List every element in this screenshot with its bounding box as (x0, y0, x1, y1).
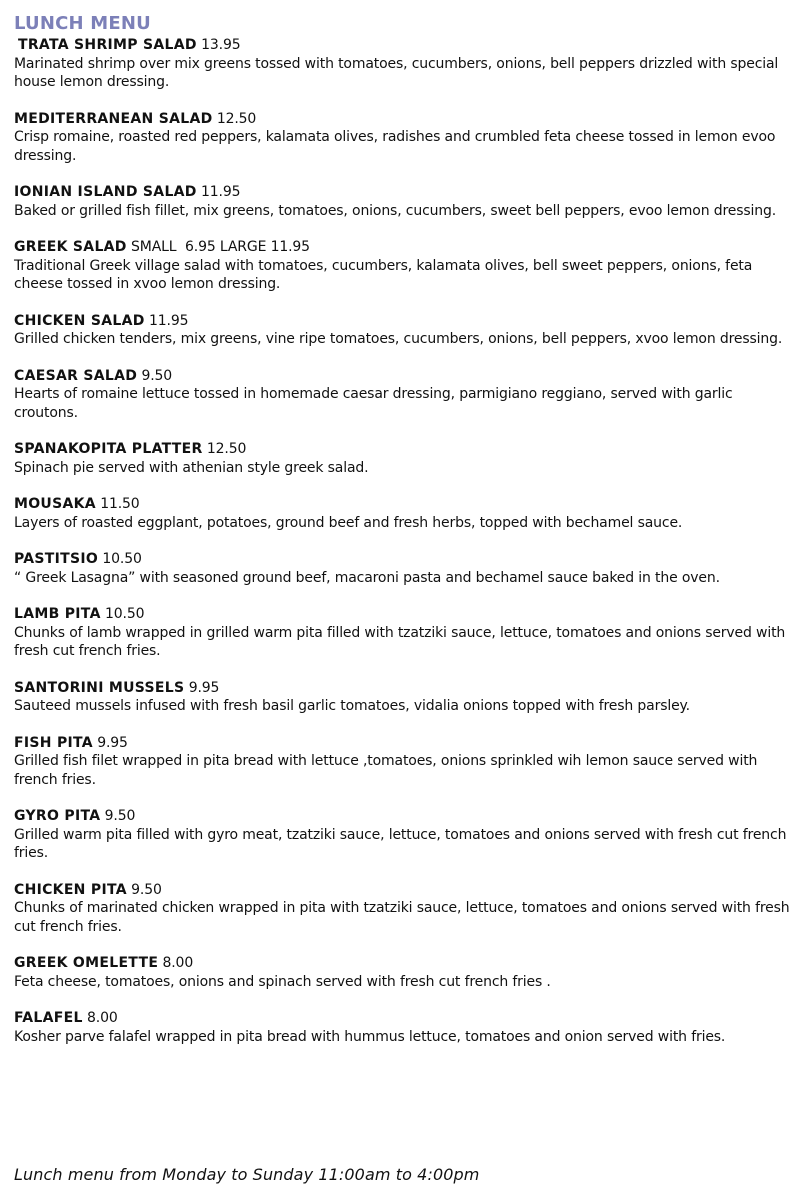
item-name: FISH PITA (14, 734, 93, 751)
item-name: GREEK OMELETTE (14, 955, 159, 971)
item-price: 10.50 (105, 606, 145, 622)
item-name: FALAFEL (14, 1010, 83, 1026)
item-price: SMALL 6.95 LARGE 11.95 (131, 239, 310, 255)
item-name: CAESAR SALAD (14, 367, 138, 384)
item-price: 8.00 (162, 955, 194, 971)
item-name: GREEK SALAD (14, 239, 127, 255)
item-name: PASTITSIO (14, 551, 99, 567)
menu-item-spanakopita-platter (14, 440, 790, 477)
lunch-menu (14, 12, 790, 1064)
item-description: Feta cheese, tomatoes, onions and spinach served with fresh cut french fries . (14, 973, 551, 990)
item-price: 13.95 (201, 37, 241, 53)
menu-list (14, 36, 790, 1046)
menu-item-greek-salad (14, 238, 790, 294)
item-description: Chunks of lamb wrapped in grilled warm pita filled with tzatziki sauce, lettuce, tomatoes and onions served with fresh cut french fries. (14, 624, 786, 659)
menu-item-mediterranean-salad (14, 110, 790, 166)
item-price: 11.50 (100, 496, 140, 512)
menu-item-pastitsio (14, 550, 790, 587)
item-description: Grilled warm pita filled with gyro meat, tzatziki sauce, lettuce, tomatoes and onions served with fresh cut french fries. (14, 826, 787, 861)
menu-item-fish-pita (14, 734, 790, 790)
item-price: 8.00 (87, 1010, 118, 1026)
item-name: SPANAKOPITA PLATTER (14, 441, 203, 457)
item-price: 12.50 (216, 110, 257, 127)
menu-item-ionian-island-salad (14, 183, 790, 220)
item-description: Marinated shrimp over mix greens tossed with tomatoes, cucumbers, onions, bell peppers drizzled with special house lemon dressing. (14, 55, 779, 90)
item-price: 12.50 (206, 441, 247, 457)
item-price: 11.95 (149, 312, 189, 329)
menu-hours-note: Lunch menu from Monday to Sunday 11:00am to 4:00pm (14, 1165, 480, 1184)
item-price: 9.50 (141, 367, 173, 384)
item-name: IONIAN ISLAND SALAD (14, 184, 197, 200)
menu-item-chicken-pita (14, 881, 790, 937)
item-name: LAMB PITA (14, 606, 101, 622)
menu-item-trata-shrimp-salad (14, 36, 790, 92)
menu-item-mousaka (14, 495, 790, 532)
item-name: CHICKEN SALAD (14, 312, 145, 329)
item-price: 11.95 (201, 184, 241, 200)
item-description: Kosher parve falafel wrapped in pita bread with hummus lettuce, tomatoes and onion served with fries. (14, 1028, 726, 1045)
item-name: GYRO PITA (14, 808, 101, 824)
item-price: 9.95 (97, 734, 128, 751)
item-price: 10.50 (102, 551, 142, 567)
item-price: 9.50 (104, 808, 136, 824)
item-name: TRATA SHRIMP SALAD (18, 37, 197, 53)
item-description: Chunks of marinated chicken wrapped in pita with tzatziki sauce, lettuce, tomatoes and onions served with fresh cut french fries. (14, 900, 790, 935)
menu-item-caesar-salad (14, 367, 790, 423)
menu-item-greek-omelette (14, 954, 790, 991)
menu-item-chicken-salad (14, 312, 790, 349)
menu-item-santorini-mussels (14, 679, 790, 716)
item-name: SANTORINI MUSSELS (14, 679, 185, 696)
item-description: Grilled chicken tenders, mix greens, vine ripe tomatoes, cucumbers, onions, bell peppers, xvoo lemon dressing. (14, 331, 783, 347)
item-description: Baked or grilled fish fillet, mix greens, tomatoes, onions, cucumbers, sweet bell peppers, evoo lemon dressing. (14, 202, 776, 219)
menu-title: LUNCH MENU (14, 13, 151, 34)
item-name: MEDITERRANEAN SALAD (14, 110, 213, 127)
menu-item-lamb-pita (14, 605, 790, 661)
menu-item-falafel (14, 1009, 790, 1046)
item-name: MOUSAKA (14, 496, 96, 512)
menu-item-gyro-pita (14, 807, 790, 863)
item-description: Spinach pie served with athenian style greek salad. (14, 459, 369, 476)
item-price: 9.95 (188, 679, 220, 696)
item-description: “ Greek Lasagna” with seasoned ground beef, macaroni pasta and bechamel sauce baked in the oven. (14, 569, 720, 586)
item-description: Grilled fish filet wrapped in pita bread with lettuce ,tomatoes, onions sprinkled wih lemon sauce served with french fries. (14, 753, 758, 788)
item-description: Layers of roasted eggplant, potatoes, ground beef and fresh herbs, topped with bechamel sauce. (14, 514, 683, 531)
item-description: Traditional Greek village salad with tomatoes, cucumbers, kalamata olives, bell sweet peppers, onions, feta cheese tossed in xvoo lemon dressing. (14, 257, 753, 292)
item-description: Sauteed mussels infused with fresh basil garlic tomatoes, vidalia onions topped with fresh parsley. (14, 698, 690, 714)
item-description: Crisp romaine, roasted red peppers, kalamata olives, radishes and crumbled feta cheese tossed in lemon evoo dressing. (14, 129, 776, 164)
item-description: Hearts of romaine lettuce tossed in homemade caesar dressing, parmigiano reggiano, served with garlic croutons. (14, 386, 733, 421)
item-price: 9.50 (131, 881, 162, 898)
item-name: CHICKEN PITA (14, 881, 127, 898)
